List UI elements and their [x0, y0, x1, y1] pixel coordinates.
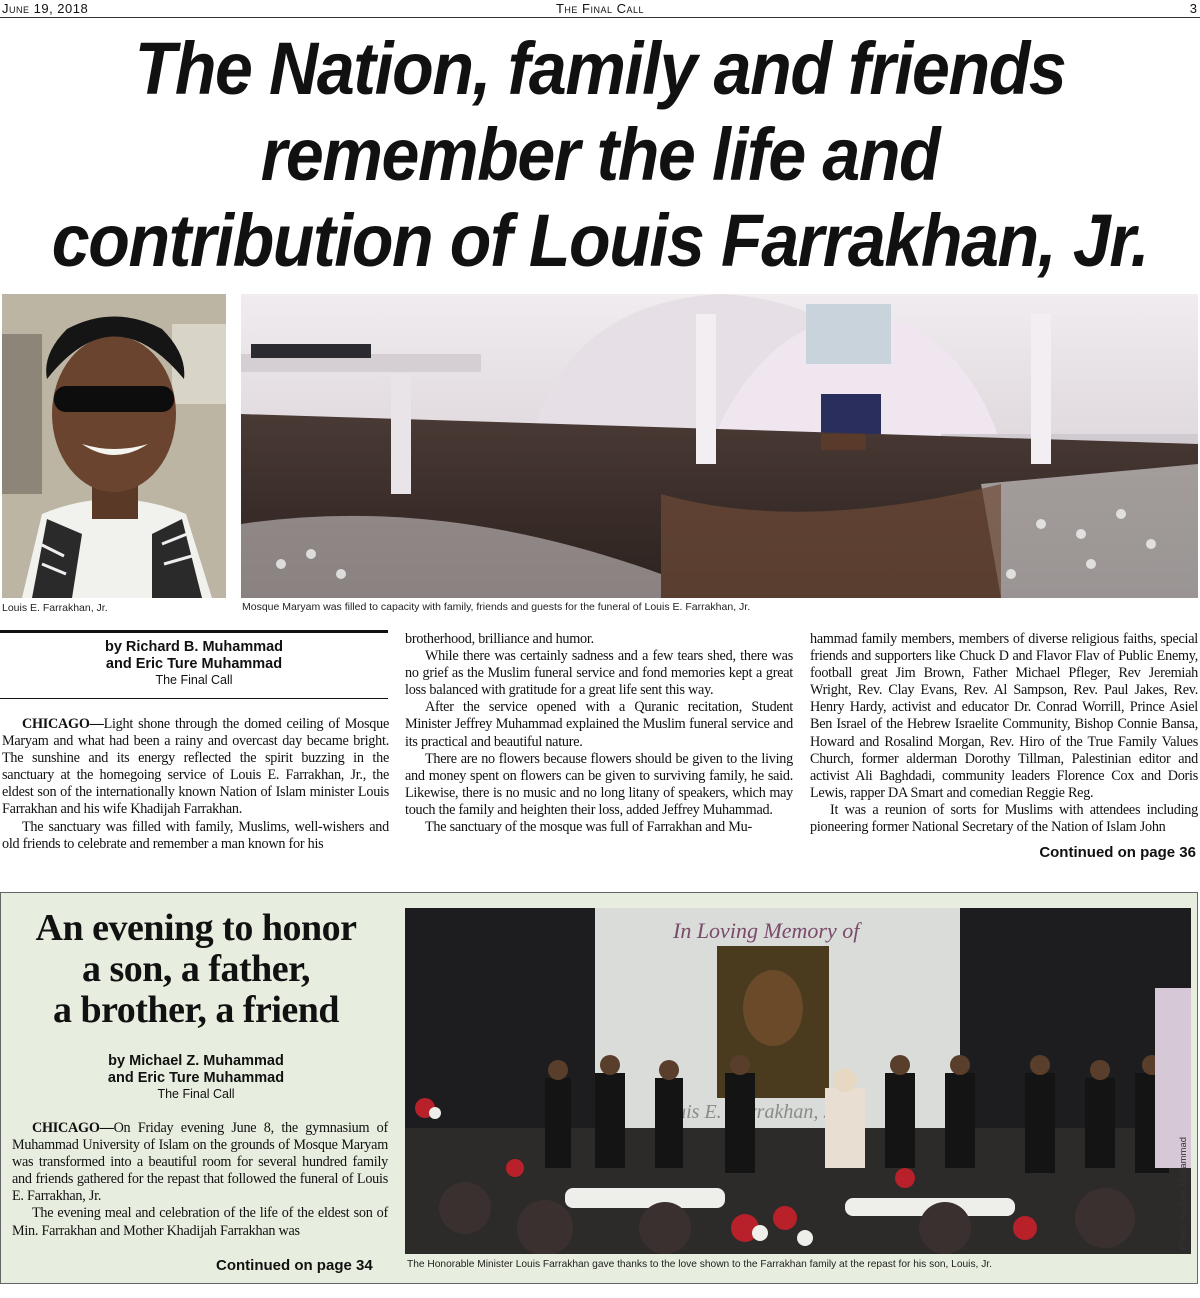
- paragraph-text: The sanctuary was filled with family, Muslims, well-wishers and old friends to celebrate and remember a man known for his: [2, 818, 389, 852]
- byline-organization: The Final Call: [155, 673, 233, 687]
- paragraph: It was a reunion of sorts for Muslims with attendees including pioneering former National Secretary of the Nation of Islam John: [810, 801, 1198, 836]
- main-headline: [48, 26, 1152, 284]
- sidebar-column: [12, 1120, 388, 1240]
- paragraph: After the service opened with a Quranic recitation, Student Minister Jeffrey Muhammad explained the Muslim funeral service and its practical and beautiful nature.: [405, 699, 793, 750]
- screen-name-text: E. Farrakhan,: [704, 1101, 819, 1123]
- issue-date: June 19, 2018: [2, 1, 89, 16]
- headline-line: An evening to honor: [35, 907, 357, 949]
- main-byline: [0, 639, 388, 688]
- page-number: 3: [1189, 1, 1197, 16]
- headline-line: The Nation, family and friends: [134, 27, 1066, 110]
- byline-author: by Michael Z. Muhammad: [108, 1053, 284, 1069]
- byline-author: and Eric Ture Muhammad: [105, 656, 283, 672]
- paragraph: While there was certainly sadness and a few tears shed, there was no grief as the Muslim funeral service and fond memories kept a great loss balanced with gratitude for a great life sent this way.: [405, 648, 793, 699]
- dateline: CHICAGO—: [32, 1120, 114, 1136]
- portrait-caption: Louis E. Farrakhan, Jr.: [2, 602, 108, 614]
- screen-title-text: In Loving Memory of: [673, 918, 860, 943]
- sidebar-continued-jump-line[interactable]: Continued on page 34: [216, 1257, 373, 1274]
- publication-name: The Final Call: [555, 1, 645, 16]
- byline-top-rule: [0, 630, 388, 633]
- sidebar-byline: [6, 1053, 386, 1102]
- byline-bottom-rule: [0, 698, 388, 699]
- running-head: [0, 0, 1200, 18]
- main-column-3: [810, 631, 1198, 836]
- paragraph-text: On Friday evening June 8, the gymnasium of Muhammad University of Islam on the grounds of Mosque Maryam was transformed into a beautiful room for several hundred family and friends gathered for the repast that followed the funeral of Louis E. Farrakhan, Jr.: [12, 1120, 388, 1205]
- headline-line: contribution of Louis Farrakhan, Jr.: [51, 199, 1149, 282]
- paragraph: [2, 819, 389, 853]
- paragraph: hammad family members, members of diverse religious faiths, special friends and supporters like Chuck D and Flavor Flav of Public Enemy, football great Jim Brown, Father Michael Pfleger, Rev Jeremiah Wright, Rev. Clay Evans, Rev. Al Sampson, Rev. Paul Jakes, Rev. Henry Hardy, activist and educator Dr. Conrad Worrill, Prince Asiel Ben Israel of the Hebrew Israelite Community, Bishop Connie Bansa, Howard and Rosalind Morgan, Rev. Hiro of the True Family Values Church, former alderman Dorothy Tillman, Palestinian editor and activist Ali Baghdadi, community leaders Florence Cox and Doris Lewis, rapper DA Smart and comedian Reggie Reg.: [810, 631, 1198, 801]
- continued-jump-line[interactable]: Continued on page 36: [1039, 844, 1196, 861]
- headline-line: a son, a father,: [81, 948, 311, 990]
- mosque-photo-caption: Mosque Maryam was filled to capacity with family, friends and guests for the funeral of Louis E. Farrakhan, Jr.: [242, 601, 751, 613]
- dateline: CHICAGO—: [22, 716, 104, 732]
- main-column-2: [405, 631, 793, 836]
- photo-credit: Photo: Andrea Muhammad: [1178, 1136, 1189, 1250]
- paragraph: There are no flowers because flowers should be given to the living and money spent on flowers can be given to surviving family, he said. Likewise, there is no music and no long litany of speakers, which may touch the family and heighten their loss, added Jeffrey Muhammad.: [405, 750, 793, 818]
- mosque-interior-photo: [241, 294, 1198, 598]
- paragraph: brotherhood, brilliance and humor.: [405, 631, 594, 647]
- paragraph-text: Light shone through the domed ceiling of Mosque Maryam and what had been a rainy and overcast day became bright. The sunshine and its energy reflected the spirit buzzing in the sanctuary at the homegoing service of Louis E. Farrakhan, Jr., the eldest son of the internationally known Nation of Islam minister Louis Farrakhan and his wife Khadijah Farrakhan.: [2, 716, 389, 818]
- byline-organization: The Final Call: [157, 1087, 235, 1101]
- paragraph: [12, 1120, 388, 1205]
- portrait-photo: [2, 294, 226, 598]
- repast-photo: [405, 908, 1191, 1254]
- headline-line: a brother, a friend: [52, 989, 340, 1031]
- sidebar-headline: [6, 908, 386, 1031]
- paragraph: [12, 1205, 388, 1239]
- headline-line: remember the life and: [260, 113, 940, 196]
- paragraph-text: The evening meal and celebration of the life of the eldest son of Min. Farrakhan and Mother Khadijah Farrakhan was: [12, 1205, 388, 1239]
- paragraph: The sanctuary of the mosque was full of Farrakhan and Mu-: [425, 819, 752, 836]
- main-column-1: [2, 716, 389, 853]
- byline-author: by Richard B. Muhammad: [104, 639, 284, 655]
- byline-author: and Eric Ture Muhammad: [107, 1070, 285, 1086]
- paragraph: [2, 716, 389, 819]
- repast-photo-caption: The Honorable Minister Louis Farrakhan gave thanks to the love shown to the Farrakhan family at the repast for his son, Louis, Jr.: [407, 1259, 992, 1270]
